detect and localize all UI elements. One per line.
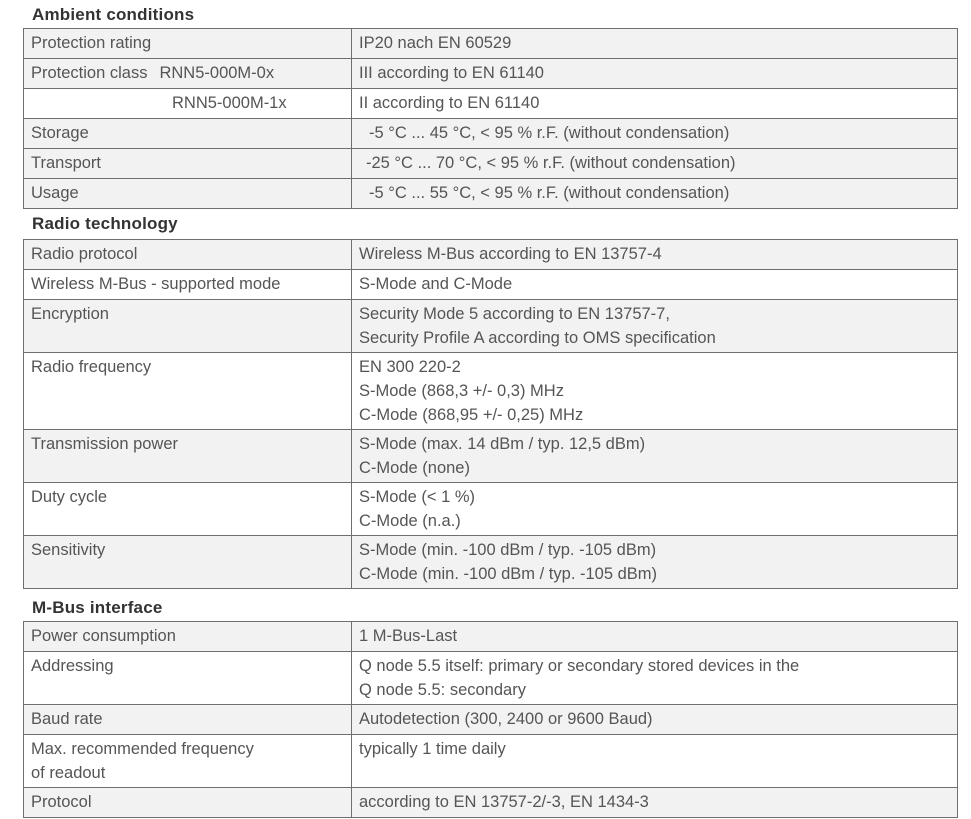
row-label: Duty cycle bbox=[24, 483, 352, 536]
table-row bbox=[24, 119, 958, 149]
value-line: C-Mode (none) bbox=[359, 459, 470, 477]
table-row bbox=[24, 353, 958, 430]
row-label: Protocol bbox=[24, 788, 352, 818]
row-label: Usage bbox=[24, 179, 352, 209]
model-number: RNN5-000M-0x bbox=[159, 64, 275, 82]
row-label: Power consumption bbox=[24, 622, 352, 652]
radio-technology-table bbox=[23, 239, 958, 589]
value-line: Security Mode 5 according to EN 13757-7, bbox=[359, 305, 670, 323]
row-label: Transmission power bbox=[24, 430, 352, 483]
table-row bbox=[24, 59, 958, 89]
value-line: S-Mode (868,3 +/- 0,3) MHz bbox=[359, 382, 564, 400]
row-label: Storage bbox=[24, 119, 352, 149]
table-row bbox=[24, 735, 958, 788]
table-row bbox=[24, 240, 958, 270]
row-label bbox=[24, 89, 352, 119]
value-line: S-Mode (< 1 %) bbox=[359, 488, 475, 506]
table-row bbox=[24, 270, 958, 300]
row-label: Wireless M-Bus - supported mode bbox=[24, 270, 352, 300]
row-label: Sensitivity bbox=[24, 536, 352, 589]
row-value bbox=[352, 353, 958, 430]
row-value: according to EN 13757-2/-3, EN 1434-3 bbox=[352, 788, 958, 818]
row-value: IP20 nach EN 60529 bbox=[352, 29, 958, 59]
row-value: II according to EN 61140 bbox=[352, 89, 958, 119]
row-value bbox=[352, 483, 958, 536]
row-label: Radio frequency bbox=[24, 353, 352, 430]
row-label: Transport bbox=[24, 149, 352, 179]
table-row bbox=[24, 536, 958, 589]
row-value bbox=[352, 536, 958, 589]
value-line: EN 300 220-2 bbox=[359, 358, 461, 376]
row-label: Addressing bbox=[24, 652, 352, 705]
row-value bbox=[352, 300, 958, 353]
protection-class-label: Protection class bbox=[31, 64, 148, 82]
label-line: of readout bbox=[31, 764, 106, 782]
table-row bbox=[24, 179, 958, 209]
table-row bbox=[24, 483, 958, 536]
section-title-ambient: Ambient conditions bbox=[32, 5, 195, 24]
table-row bbox=[24, 705, 958, 735]
table-row bbox=[24, 300, 958, 353]
value-line: Security Profile A according to OMS specification bbox=[359, 329, 716, 347]
row-value: 1 M-Bus-Last bbox=[352, 622, 958, 652]
label-line: Max. recommended frequency bbox=[31, 740, 254, 758]
row-label: Encryption bbox=[24, 300, 352, 353]
value-line: Q node 5.5 itself: primary or secondary stored devices in the bbox=[359, 657, 800, 675]
section-title-radio: Radio technology bbox=[32, 214, 178, 233]
row-label: Radio protocol bbox=[24, 240, 352, 270]
value-line: C-Mode (868,95 +/- 0,25) MHz bbox=[359, 406, 584, 424]
table-row bbox=[24, 149, 958, 179]
row-value: Autodetection (300, 2400 or 9600 Baud) bbox=[352, 705, 958, 735]
value-line: Q node 5.5: secondary bbox=[359, 681, 526, 699]
table-row bbox=[24, 652, 958, 705]
row-value: III according to EN 61140 bbox=[352, 59, 958, 89]
value-line: S-Mode (min. -100 dBm / typ. -105 dBm) bbox=[359, 541, 657, 559]
model-number: RNN5-000M-1x bbox=[172, 94, 287, 112]
row-value: S-Mode and C-Mode bbox=[352, 270, 958, 300]
row-value bbox=[352, 652, 958, 705]
row-value: -25 °C ... 70 °C, < 95 % r.F. (without condensation) bbox=[352, 149, 958, 179]
value-line: S-Mode (max. 14 dBm / typ. 12,5 dBm) bbox=[359, 435, 646, 453]
table-row bbox=[24, 622, 958, 652]
ambient-conditions-table bbox=[23, 28, 958, 209]
mbus-interface-table bbox=[23, 621, 958, 818]
row-value bbox=[352, 430, 958, 483]
section-title-mbus: M-Bus interface bbox=[32, 598, 163, 617]
row-label bbox=[24, 59, 352, 89]
row-label: Baud rate bbox=[24, 705, 352, 735]
row-value: -5 °C ... 45 °C, < 95 % r.F. (without condensation) bbox=[352, 119, 958, 149]
value-line: C-Mode (min. -100 dBm / typ. -105 dBm) bbox=[359, 565, 658, 583]
row-value: Wireless M-Bus according to EN 13757-4 bbox=[352, 240, 958, 270]
table-row bbox=[24, 29, 958, 59]
table-row bbox=[24, 788, 958, 818]
row-value: typically 1 time daily bbox=[352, 735, 958, 788]
value-line: C-Mode (n.a.) bbox=[359, 512, 461, 530]
table-row bbox=[24, 89, 958, 119]
table-row bbox=[24, 430, 958, 483]
row-value: -5 °C ... 55 °C, < 95 % r.F. (without condensation) bbox=[352, 179, 958, 209]
row-label: Protection rating bbox=[24, 29, 352, 59]
row-label bbox=[24, 735, 352, 788]
